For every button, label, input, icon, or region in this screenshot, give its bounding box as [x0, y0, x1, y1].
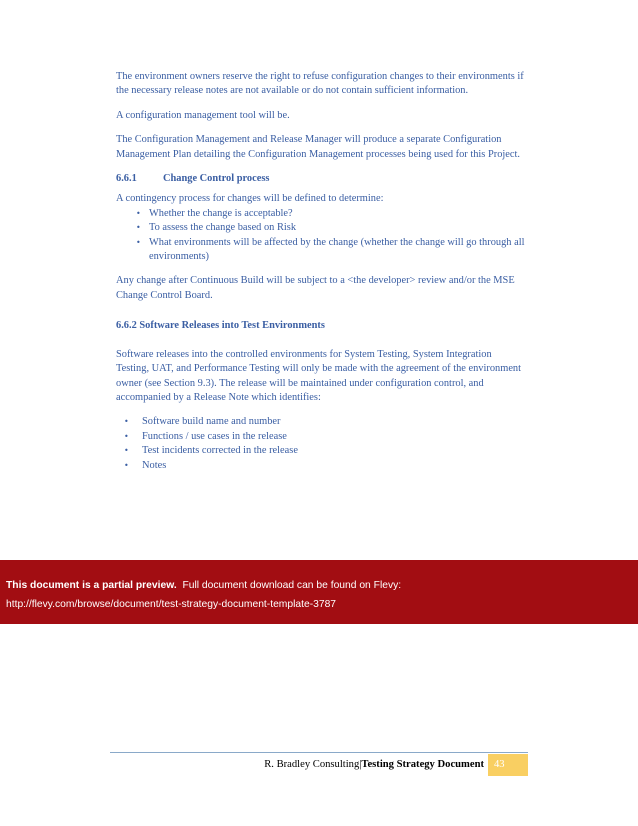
- paragraph-config-tool: A configuration management tool will be.: [116, 109, 290, 121]
- bullet-icon: •: [124, 417, 129, 427]
- bullet-icon: •: [124, 460, 129, 470]
- preview-notice-text: Full document download can be found on Flevy:: [182, 580, 402, 591]
- bullet-list-release-note: [116, 415, 526, 473]
- footer-doc-title: Testing Strategy Document: [361, 759, 484, 770]
- section-heading-6-6-1: [116, 172, 526, 186]
- list-item: • Notes: [116, 459, 526, 473]
- bullet-icon: •: [136, 208, 141, 218]
- download-link[interactable]: http://flevy.com/browse/document/test-strategy-document-template-3787: [6, 599, 337, 610]
- paragraph-config-plan: The Configuration Management and Release Manager will produce a separate Configuration Management Plan detailing the Configuration Management processes being used for this Project.: [116, 134, 520, 160]
- section-title: Change Control process: [163, 173, 270, 185]
- list-item: • Functions / use cases in the release: [116, 430, 526, 444]
- paragraph-software-releases: Software releases into the controlled environments for System Testing, System Integration Testing, UAT, and Performance Testing will only be made with the agreement of the environment owner (see Section 9.3). The release will be maintained under configuration control, and accompanied by a Release Note which identifies:: [116, 348, 522, 403]
- list-item: • Test incidents corrected in the release: [116, 444, 526, 458]
- page-footer: [110, 754, 528, 776]
- document-body: [116, 70, 526, 483]
- list-item: • What environments will be affected by the change (whether the change will go through all environments): [136, 236, 525, 263]
- list-item: • To assess the change based on Risk: [116, 221, 526, 235]
- preview-notice-bold: This document is a partial preview.: [6, 580, 177, 591]
- list-item: • Whether the change is acceptable?: [116, 207, 526, 221]
- paragraph-contingency-intro: A contingency process for changes will be defined to determine:: [116, 193, 384, 205]
- list-item: • Software build name and number: [116, 415, 526, 429]
- section-number: 6.6.1: [116, 173, 137, 185]
- page-number: 43: [488, 754, 528, 776]
- bullet-icon: •: [136, 223, 141, 233]
- bullet-list-change-control: [116, 207, 526, 265]
- footer-divider: [110, 752, 528, 753]
- footer-author: R. Bradley Consulting|: [264, 759, 362, 770]
- preview-notice: [6, 580, 401, 591]
- bullet-icon: •: [124, 446, 129, 456]
- bullet-icon: •: [136, 237, 141, 247]
- paragraph-continuous-build: Any change after Continuous Build will be subject to a <the developer> review and/or the MSE Change Control Board.: [116, 275, 515, 301]
- footer-text: [264, 759, 484, 770]
- section-heading-6-6-2: 6.6.2 Software Releases into Test Environments: [116, 320, 325, 332]
- preview-banner: [0, 560, 638, 624]
- paragraph-environment-owners: The environment owners reserve the right to refuse configuration changes to their environments if the necessary release notes are not available or do not contain sufficient information.: [116, 71, 524, 97]
- bullet-icon: •: [124, 431, 129, 441]
